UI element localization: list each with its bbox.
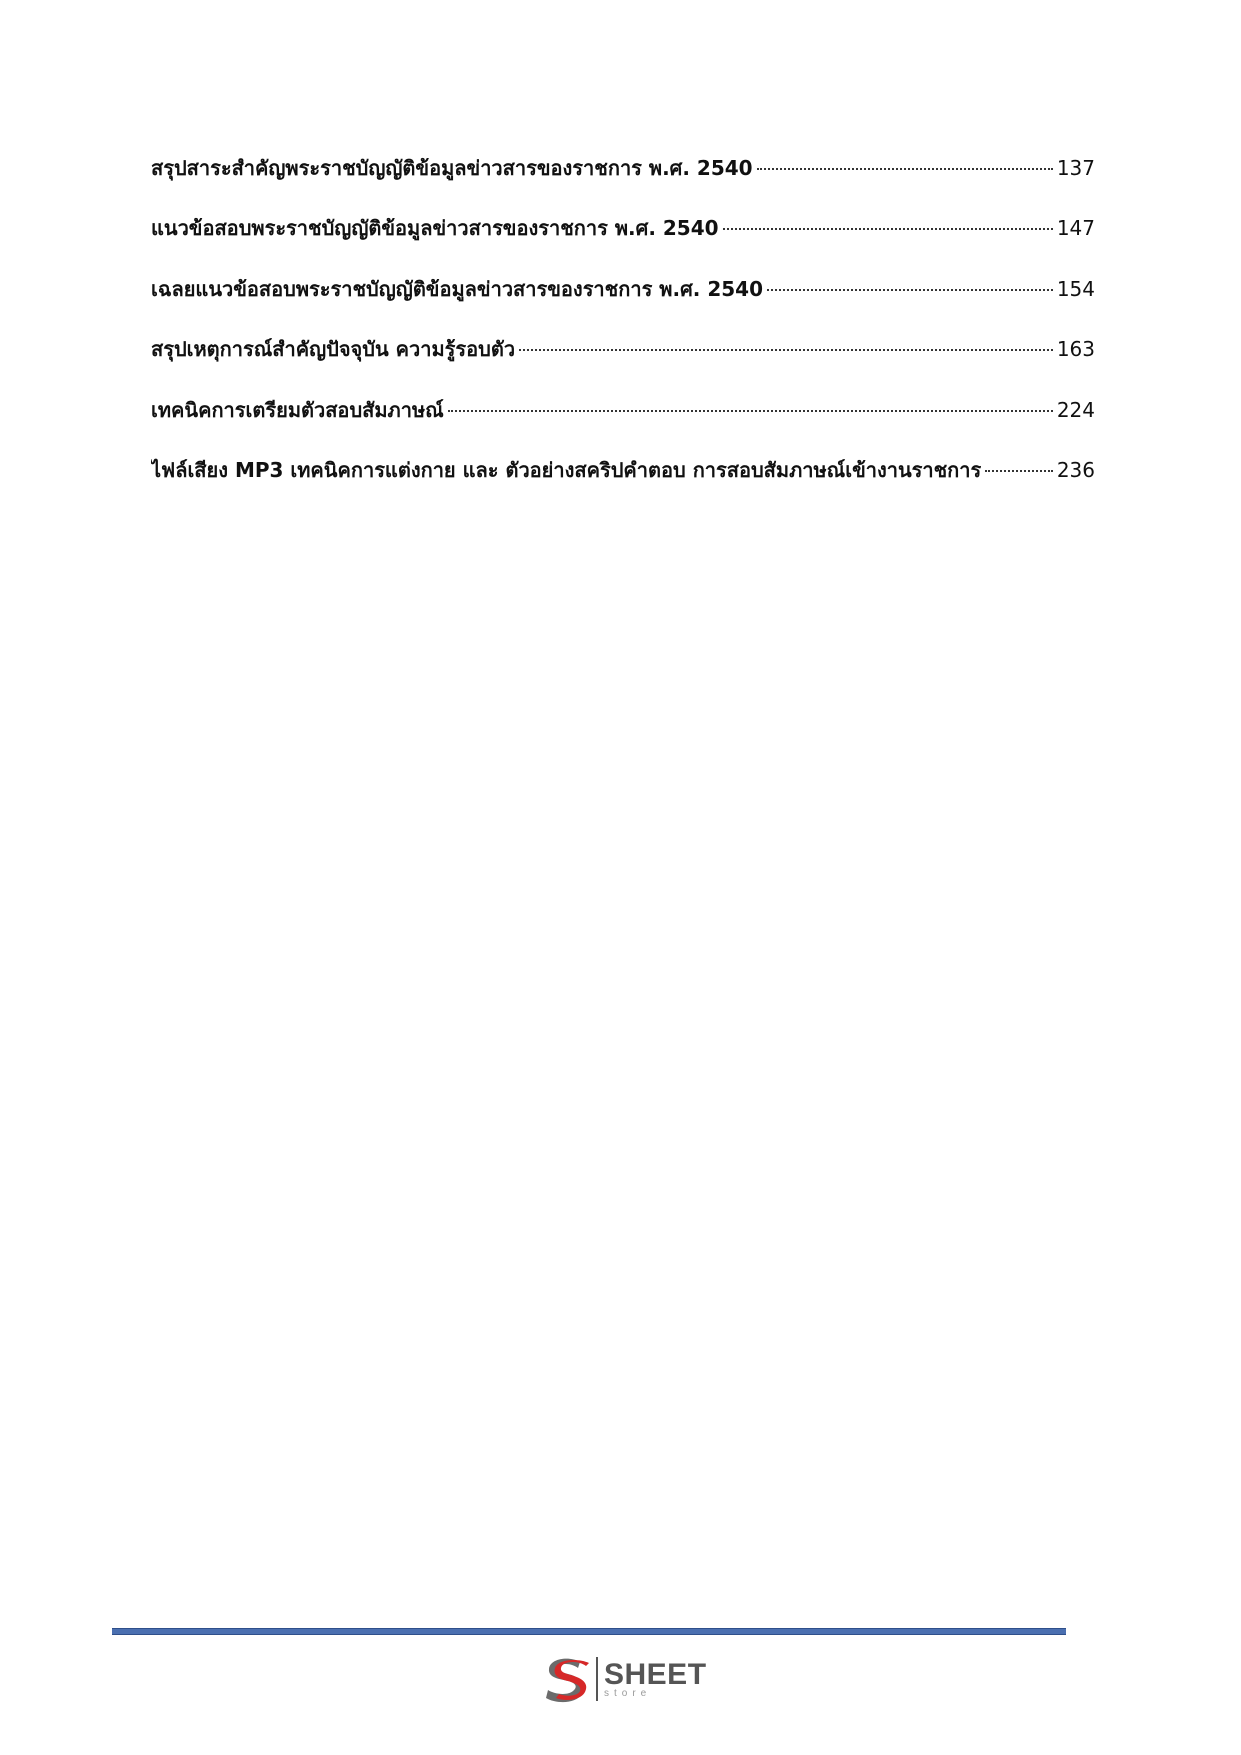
toc-entry[interactable] bbox=[151, 152, 1095, 212]
logo-wordmark bbox=[604, 1657, 707, 1699]
toc-entry-title: แนวข้อสอบพระราชบัญญัติข้อมูลข่าวสารของราชการ พ.ศ. 2540 bbox=[151, 216, 719, 241]
toc-entry-page: 236 bbox=[1056, 457, 1095, 482]
toc-entry-title: สรุปเหตุการณ์สำคัญปัจจุบัน ความรู้รอบตัว bbox=[151, 337, 516, 362]
toc-entry-title: เทคนิคการเตรียมตัวสอบสัมภาษณ์ bbox=[151, 397, 444, 422]
toc-entry-page: 154 bbox=[1056, 276, 1095, 301]
toc-dot-leader bbox=[723, 228, 1053, 230]
toc-entry-title: เฉลยแนวข้อสอบพระราชบัญญัติข้อมูลข่าวสารของราชการ พ.ศ. 2540 bbox=[151, 276, 763, 301]
toc-entry[interactable] bbox=[151, 394, 1095, 454]
sheet-store-logo-icon bbox=[540, 1654, 594, 1704]
toc-entry-page: 147 bbox=[1056, 216, 1095, 241]
toc-entry-page: 163 bbox=[1056, 337, 1095, 362]
toc-entry[interactable] bbox=[151, 273, 1095, 333]
logo-word: SHEET bbox=[604, 1657, 707, 1691]
sheet-store-logo bbox=[540, 1654, 707, 1704]
logo-divider bbox=[596, 1657, 598, 1701]
toc-dot-leader bbox=[519, 349, 1053, 351]
toc-entry-page: 137 bbox=[1056, 156, 1095, 180]
footer-divider bbox=[112, 1628, 1066, 1635]
toc-entry-title: สรุปสาระสำคัญพระราชบัญญัติข้อมูลข่าวสารของราชการ พ.ศ. 2540 bbox=[151, 156, 753, 180]
toc-entry[interactable] bbox=[151, 454, 1095, 514]
logo-subword: store bbox=[604, 1687, 652, 1699]
toc-dot-leader bbox=[757, 168, 1053, 170]
toc-entry-title: ไฟล์เสียง MP3 เทคนิคการแต่งกาย และ ตัวอย่างสคริปคำตอบ การสอบสัมภาษณ์เข้างานราชการ bbox=[151, 457, 982, 482]
toc-entry-page: 224 bbox=[1056, 397, 1095, 422]
toc-entry[interactable] bbox=[151, 333, 1095, 393]
toc-entry[interactable] bbox=[151, 212, 1095, 272]
table-of-contents bbox=[151, 152, 1095, 514]
toc-dot-leader bbox=[767, 289, 1053, 291]
toc-dot-leader bbox=[985, 470, 1053, 472]
toc-dot-leader bbox=[448, 410, 1053, 412]
